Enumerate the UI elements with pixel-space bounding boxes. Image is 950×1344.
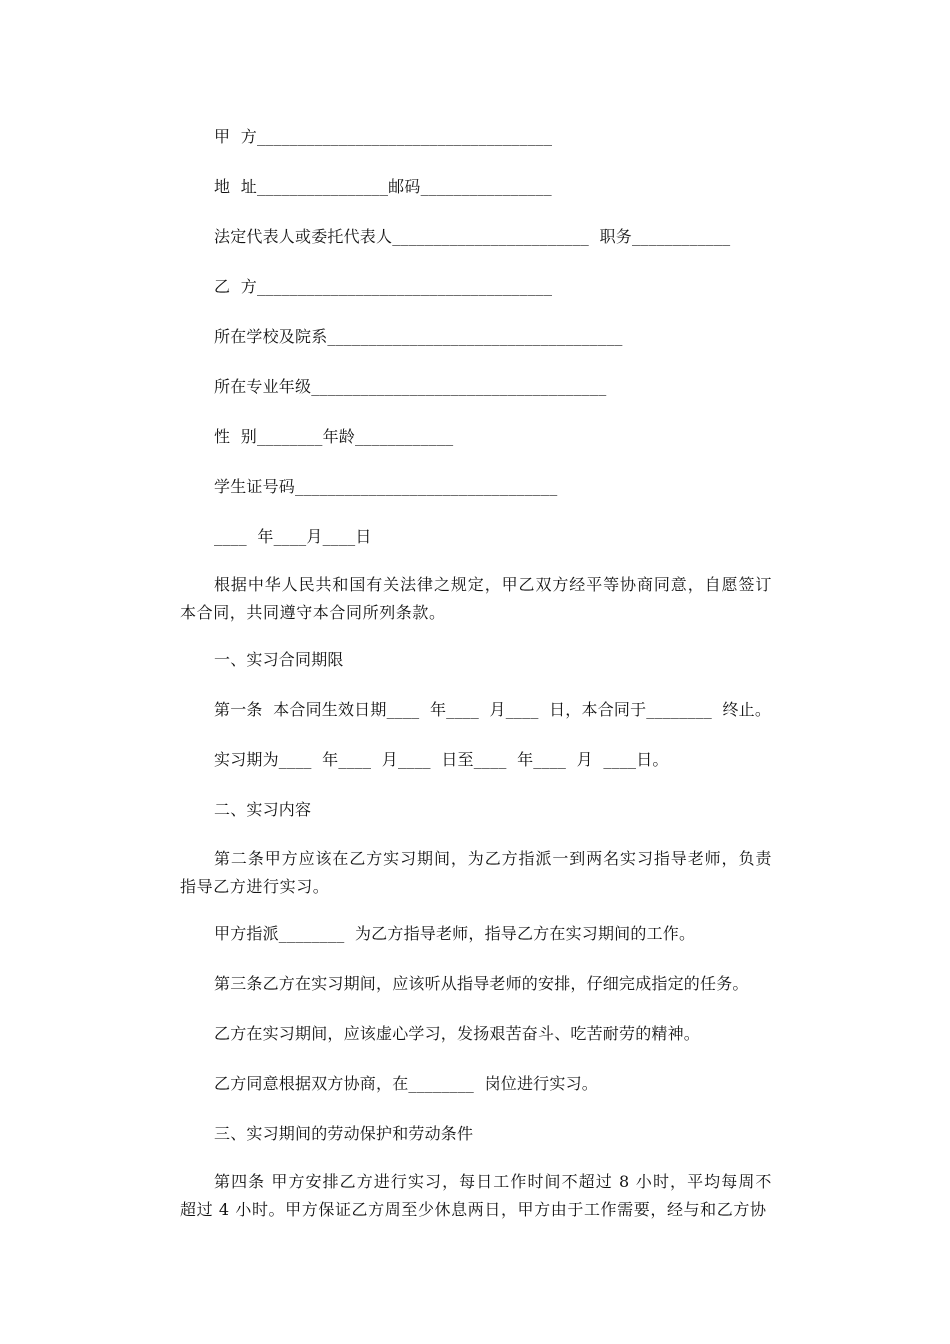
section-1-heading: 一、实习合同期限	[214, 650, 344, 669]
field-school-department: 所在学校及院系____________________________________	[214, 327, 623, 346]
section-3-heading: 三、实习期间的劳动保护和劳动条件	[214, 1124, 474, 1143]
article-1: 第一条 本合同生效日期____ 年____ 月____ 日，本合同于________ 终止。	[214, 700, 772, 719]
preamble-paragraph: 根据中华人民共和国有关法律之规定，甲乙双方经平等协商同意，自愿签订本合同，共同遵守本合同所列条款。	[180, 575, 772, 622]
field-date: ____ 年____月____日	[214, 527, 372, 546]
article-4: 第四条 甲方安排乙方进行实习，每日工作时间不超过 8 小时，平均每周不超过 4 小时。甲方保证乙方周至少休息两日，甲方由于工作需要，经与和乙方协	[180, 1172, 772, 1219]
assign-supervisor: 甲方指派________ 为乙方指导老师，指导乙方在实习期间的工作。	[214, 924, 696, 943]
section-2-heading: 二、实习内容	[214, 800, 312, 819]
field-address-postcode: 地 址________________邮码________________	[214, 177, 552, 196]
internship-position: 乙方同意根据双方协商，在________ 岗位进行实习。	[214, 1074, 598, 1093]
field-party-a: 甲 方____________________________________	[214, 127, 553, 146]
field-major-grade: 所在专业年级____________________________________	[214, 377, 607, 396]
field-student-id: 学生证号码________________________________	[214, 477, 558, 496]
field-legal-representative: 法定代表人或委托代表人________________________ 职务____________	[214, 227, 731, 246]
internship-period: 实习期为____ 年____ 月____ 日至____ 年____ 月 ____日。	[214, 750, 669, 769]
article-2: 第二条甲方应该在乙方实习期间，为乙方指派一到两名实习指导老师，负责指导乙方进行实习。	[180, 849, 772, 896]
field-party-b: 乙 方____________________________________	[214, 277, 553, 296]
learning-attitude: 乙方在实习期间，应该虚心学习，发扬艰苦奋斗、吃苦耐劳的精神。	[214, 1024, 701, 1043]
field-gender-age: 性 别________年龄____________	[214, 427, 454, 446]
article-3: 第三条乙方在实习期间，应该听从指导老师的安排，仔细完成指定的任务。	[214, 974, 749, 993]
